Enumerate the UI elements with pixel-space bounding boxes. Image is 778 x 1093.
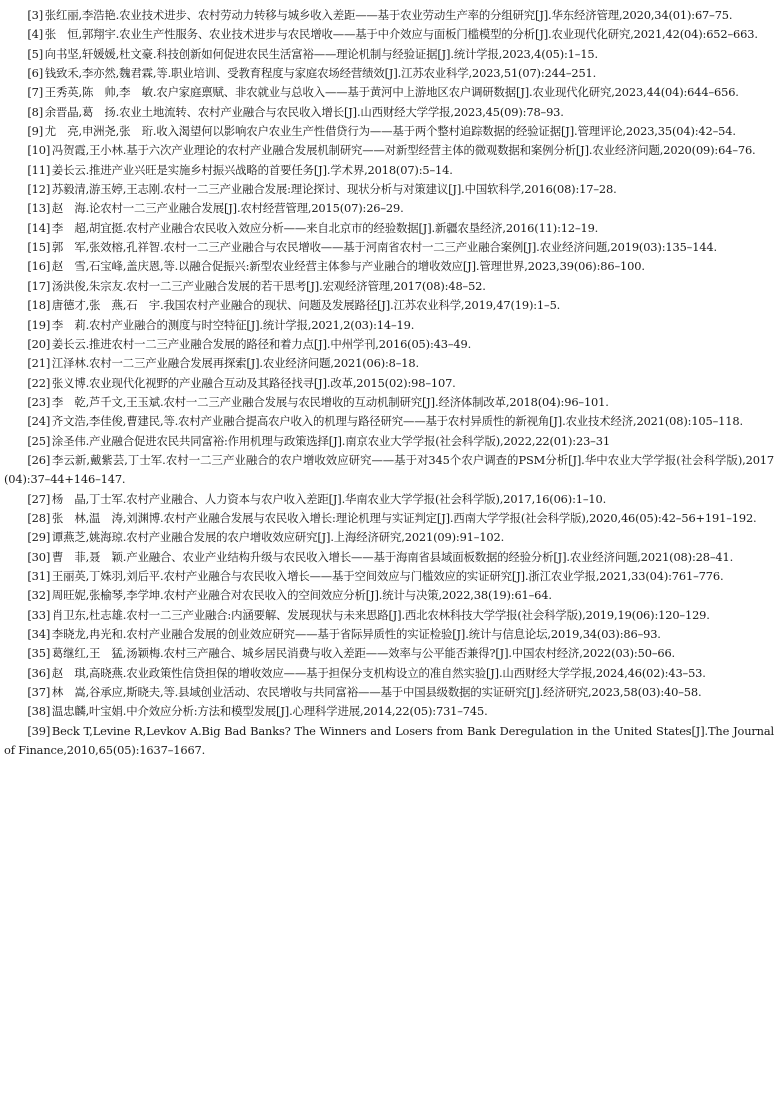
reference-entry xyxy=(4,528,774,547)
reference-text: 冯贺霞,王小林.基于六次产业理论的农村产业融合发展机制研究——对新型经营主体的微观数据和案例分析[J].农业经济问题,2020(09):64–76. xyxy=(51,143,756,158)
reference-number: [34] xyxy=(27,627,51,641)
reference-entry xyxy=(4,83,774,102)
reference-text: 肖卫东,杜志雄.农村一二三产业融合:内涵要解、发展现状与未来思路[J].西北农林科技大学学报(社会科学版),2019,19(06):120–129. xyxy=(51,607,710,622)
reference-number: [23] xyxy=(27,394,51,409)
reference-entry xyxy=(4,180,774,199)
reference-number: [11] xyxy=(27,162,51,177)
reference-entry xyxy=(4,238,774,257)
reference-number: [22] xyxy=(27,375,51,390)
reference-text: 李 莉.农村产业融合的测度与时空特征[J].统计学报,2021,2(03):14–19. xyxy=(51,317,415,332)
reference-text: 张 林,温 涛,刘渊博.农村产业融合发展与农民收入增长:理论机理与实证判定[J].西南大学学报(社会科学版),2020,46(05):42–56+191–192. xyxy=(51,510,757,525)
reference-entry xyxy=(4,451,774,490)
reference-number: [35] xyxy=(27,646,51,661)
reference-entry xyxy=(4,393,774,412)
reference-entry xyxy=(4,257,774,276)
reference-number: [19] xyxy=(27,317,51,332)
reference-text: 周旺妮,张榆琴,李学坤.农村产业融合对农民收入的空间效应分析[J].统计与决策,2022,38(19):61–64. xyxy=(51,588,552,603)
reference-number: [37] xyxy=(27,685,51,700)
reference-text: 林 嵩,谷承应,斯晓夫,等.县域创业活动、农民增收与共同富裕——基于中国县级数据的实证研究[J].经济研究,2023,58(03):40–58. xyxy=(51,685,702,700)
reference-number: [9] xyxy=(27,124,44,139)
reference-number: [7] xyxy=(27,85,44,100)
reference-text: 王秀英,陈 帅,李 敏.农户家庭禀赋、非农就业与总收入——基于黄河中上游地区农户调研数据[J].农业现代化研究,2023,44(04):644–656. xyxy=(44,85,739,100)
reference-number: [24] xyxy=(27,414,51,429)
reference-number: [36] xyxy=(27,665,51,680)
reference-entry xyxy=(4,509,774,528)
reference-number: [14] xyxy=(27,220,51,235)
reference-number: [39] xyxy=(27,723,51,738)
reference-text: 姜长云.推进产业兴旺是实施乡村振兴战略的首要任务[J].学术界,2018(07):5–14. xyxy=(51,162,453,177)
reference-entry xyxy=(4,567,774,586)
reference-number: [27] xyxy=(27,491,51,506)
reference-number: [30] xyxy=(27,549,51,564)
reference-number: [32] xyxy=(27,588,51,603)
reference-number: [4] xyxy=(27,27,44,42)
reference-text: 赵 琪,高晓燕.农业政策性信贷担保的增收效应——基于担保分支机构设立的准自然实验[J].山西财经大学学报,2024,46(02):43–53. xyxy=(51,665,706,680)
reference-entry xyxy=(4,161,774,180)
reference-entry xyxy=(4,625,774,644)
reference-entry xyxy=(4,490,774,509)
reference-entry xyxy=(4,722,774,761)
reference-text: 江泽林.农村一二三产业融合发展再探索[J].农业经济问题,2021(06):8–18. xyxy=(51,356,419,371)
reference-number: [3] xyxy=(27,8,44,22)
reference-number: [33] xyxy=(27,607,51,622)
reference-number: [12] xyxy=(27,182,51,197)
reference-entry xyxy=(4,103,774,122)
reference-text: 郭 军,张效榕,孔祥智.农村一二三产业融合与农民增收——基于河南省农村一二三产业融合案例[J].农业经济问题,2019(03):135–144. xyxy=(51,240,717,255)
reference-entry xyxy=(4,432,774,451)
reference-text: 唐德才,张 燕,石 宇.我国农村产业融合的现状、问题及发展路径[J].江苏农业科学,2019,47(19):1–5. xyxy=(51,298,561,313)
reference-text: 谭燕芝,姚海琼.农村产业融合发展的农户增收效应研究[J].上海经济研究,2021(09):91–102. xyxy=(51,530,505,545)
reference-entry xyxy=(4,64,774,83)
reference-number: [5] xyxy=(27,46,44,61)
reference-number: [18] xyxy=(27,298,51,313)
reference-text: 赵 海.论农村一二三产业融合发展[J].农村经营管理,2015(07):26–29. xyxy=(51,201,404,216)
reference-number: [17] xyxy=(27,278,51,293)
reference-text: 王丽英,丁姝羽,刘后平.农村产业融合与农民收入增长——基于空间效应与门槛效应的实证研究[J].浙江农业学报,2021,33(04):761–776. xyxy=(51,568,724,583)
reference-entry xyxy=(4,122,774,141)
reference-entry xyxy=(4,219,774,238)
reference-text: 张红丽,李浩艳.农业技术进步、农村劳动力转移与城乡收入差距——基于农业劳动生产率的分组研究[J].华东经济管理,2020,34(01):67–75. xyxy=(44,8,733,22)
reference-number: [8] xyxy=(27,104,44,119)
reference-entry xyxy=(4,664,774,683)
reference-list xyxy=(4,6,774,760)
reference-number: [20] xyxy=(27,336,51,351)
reference-entry xyxy=(4,45,774,64)
reference-entry xyxy=(4,6,774,25)
reference-entry xyxy=(4,296,774,315)
reference-text: Beck T,Levine R,Levkov A.Big Bad Banks? The Winners and Losers from Bank Deregulation in the United States[J].The Journal of Finance,2010,65(05):1637–1667. xyxy=(4,723,774,758)
reference-text: 钱致禾,李亦然,魏君霖,等.职业培训、受教育程度与家庭农场经营绩效[J].江苏农业科学,2023,51(07):244–251. xyxy=(44,66,597,81)
reference-number: [38] xyxy=(27,704,51,719)
reference-number: [29] xyxy=(27,530,51,545)
reference-entry xyxy=(4,335,774,354)
reference-text: 葛继红,王 猛,汤颖梅.农村三产融合、城乡居民消费与收入差距——效率与公平能否兼得?[J].中国农村经济,2022(03):50–66. xyxy=(51,646,676,661)
reference-text: 李 超,胡宜挺.农村产业融合农民收入效应分析——来自北京市的经验数据[J].新疆农垦经济,2016(11):12–19. xyxy=(51,220,599,235)
reference-text: 赵 雪,石宝峰,盖庆恩,等.以融合促振兴:新型农业经营主体参与产业融合的增收效应[J].管理世界,2023,39(06):86–100. xyxy=(51,259,645,274)
reference-number: [16] xyxy=(27,259,51,274)
reference-text: 姜长云.推进农村一二三产业融合发展的路径和着力点[J].中州学刊,2016(05):43–49. xyxy=(51,336,472,351)
reference-entry xyxy=(4,683,774,702)
reference-text: 涂圣伟.产业融合促进农民共同富裕:作用机理与政策选择[J].南京农业大学学报(社会科学版),2022,22(01):23–31 xyxy=(51,433,610,448)
reference-number: [6] xyxy=(27,66,44,81)
reference-text: 李 乾,芦千文,王玉斌.农村一二三产业融合发展与农民增收的互动机制研究[J].经济体制改革,2018(04):96–101. xyxy=(51,394,609,409)
reference-text: 李云新,戴紫芸,丁士军.农村一二三产业融合的农户增收效应研究——基于对345个农户调查的PSM分析[J].华中农业大学学报(社会科学版),2017(04):37–44+146–147. xyxy=(4,452,774,487)
reference-entry xyxy=(4,277,774,296)
reference-number: [21] xyxy=(27,356,51,371)
reference-text: 张义博.农业现代化视野的产业融合互动及其路径找寻[J].改革,2015(02):98–107. xyxy=(51,375,456,390)
reference-text: 汤洪俊,朱宗友.农村一二三产业融合发展的若干思考[J].宏观经济管理,2017(08):48–52. xyxy=(51,278,486,293)
reference-entry xyxy=(4,702,774,721)
reference-entry xyxy=(4,25,774,44)
reference-number: [13] xyxy=(27,201,51,216)
reference-entry xyxy=(4,199,774,218)
reference-text: 苏毅清,游玉婷,王志刚.农村一二三产业融合发展:理论探讨、现状分析与对策建议[J].中国软科学,2016(08):17–28. xyxy=(51,182,617,197)
reference-number: [28] xyxy=(27,510,51,525)
reference-text: 温忠麟,叶宝娟.中介效应分析:方法和模型发展[J].心理科学进展,2014,22(05):731–745. xyxy=(51,704,488,719)
reference-entry xyxy=(4,412,774,431)
reference-entry xyxy=(4,141,774,160)
reference-text: 李晓龙,冉光和.农村产业融合发展的创业效应研究——基于省际异质性的实证检验[J].统计与信息论坛,2019,34(03):86–93. xyxy=(51,627,661,641)
reference-text: 余晋晶,葛 扬.农业土地流转、农村产业融合与农民收入增长[J].山西财经大学学报,2023,45(09):78–93. xyxy=(44,104,564,119)
reference-text: 向书坚,轩媛媛,杜文豪.科技创新如何促进农民生活富裕——理论机制与经验证据[J].统计学报,2023,4(05):1–15. xyxy=(44,46,598,61)
reference-entry xyxy=(4,548,774,567)
reference-entry xyxy=(4,354,774,373)
reference-entry xyxy=(4,606,774,625)
reference-number: [10] xyxy=(27,143,51,158)
reference-number: [15] xyxy=(27,240,51,255)
reference-entry xyxy=(4,374,774,393)
reference-entry xyxy=(4,316,774,335)
reference-text: 曹 菲,聂 颖.产业融合、农业产业结构升级与农民收入增长——基于海南省县域面板数据的经验分析[J].农业经济问题,2021(08):28–41. xyxy=(51,549,734,564)
reference-text: 张 恒,郭翔宇.农业生产性服务、农业技术进步与农民增收——基于中介效应与面板门槛模型的分析[J].农业现代化研究,2021,42(04):652–663. xyxy=(44,27,758,42)
reference-number: [25] xyxy=(27,433,51,448)
reference-text: 尤 亮,申洲尧,张 珩.收入渴望何以影响农户农业生产性借贷行为——基于两个整村追踪数据的经验证据[J].管理评论,2023,35(04):42–54. xyxy=(44,124,736,139)
reference-text: 齐文浩,李佳俊,曹建民,等.农村产业融合提高农户收入的机理与路径研究——基于农村异质性的新视角[J].农业技术经济,2021(08):105–118. xyxy=(51,414,743,429)
reference-text: 杨 晶,丁士军.农村产业融合、人力资本与农户收入差距[J].华南农业大学学报(社会科学版),2017,16(06):1–10. xyxy=(51,491,607,506)
reference-number: [31] xyxy=(27,568,51,583)
reference-entry xyxy=(4,586,774,605)
reference-entry xyxy=(4,644,774,663)
reference-number: [26] xyxy=(27,452,51,467)
